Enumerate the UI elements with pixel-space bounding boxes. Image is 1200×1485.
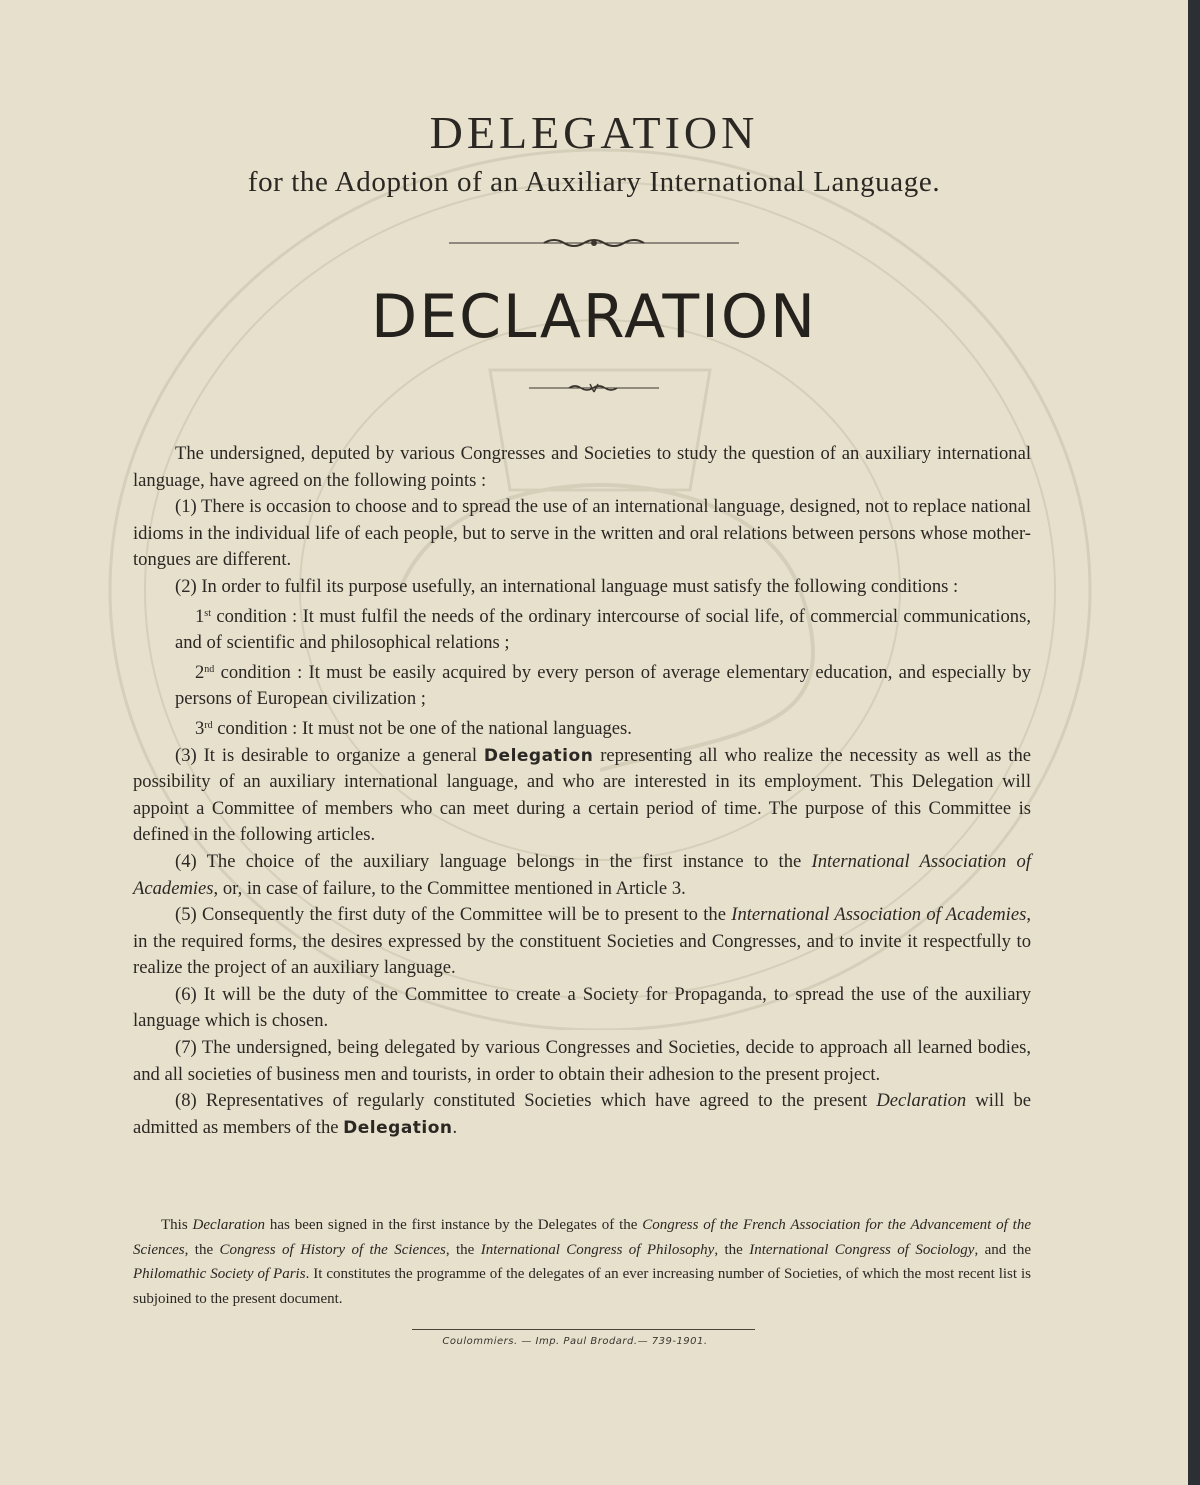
condition-3-text: condition : It must not be one of the national languages. xyxy=(212,717,632,739)
point-3-delegation: Delegation xyxy=(483,745,594,766)
point-8-text-a: (8) Representatives of regularly constituted Societies which have agreed to the present xyxy=(175,1090,877,1112)
note-italic-1: Declaration xyxy=(192,1217,266,1233)
note-text-3: , the xyxy=(184,1241,220,1258)
delegation-heading: DELEGATION xyxy=(429,107,759,158)
condition-2-ordinal: nd xyxy=(204,663,215,675)
declaration-title: DECLARATION xyxy=(371,282,817,352)
note-text-1: This xyxy=(161,1217,193,1233)
point-3-text-a: (3) It is desirable to organize a general xyxy=(175,744,484,766)
point-5-text-a: (5) Consequently the first duty of the Committee will be to present to the xyxy=(175,904,732,926)
note-italic-5: International Congress of Sociology xyxy=(749,1241,975,1258)
note-paragraph xyxy=(133,1213,1031,1311)
point-1: (1) There is occasion to choose and to spread the use of an international language, designed, not to replace national idioms in the individual life of each people, but to serve in the written and oral relations between persons whose mother-tongues are different. xyxy=(133,496,1031,571)
printer-imprint: Coulommiers. — Imp. Paul Brodard.— 739-1901. xyxy=(442,1336,708,1347)
signatories-note xyxy=(133,1213,1031,1311)
condition-1-ordinal: st xyxy=(204,607,211,619)
footer-rule xyxy=(412,1329,755,1330)
condition-2 xyxy=(175,657,1031,713)
condition-3-ordinal: rd xyxy=(204,719,213,731)
point-7: (7) The undersigned, being delegated by various Congresses and Societies, decide to approach all learned bodies, and all societies of business men and tourists, in order to obtain their adhesion to the present project. xyxy=(133,1037,1031,1085)
declaration-body xyxy=(133,441,1031,1141)
point-4-academies: International Association of Academies xyxy=(133,850,1031,899)
ornamental-rule-top xyxy=(0,236,1188,255)
condition-1-number: 1 xyxy=(195,605,205,627)
point-4 xyxy=(133,849,1031,902)
note-italic-6: Philomathic Society of Paris xyxy=(133,1266,306,1282)
condition-1-text: condition : It must fulfil the needs of the ordinary intercourse of social life, of commercial communications, and of scientific and philosophical relations ; xyxy=(175,605,1031,654)
condition-3 xyxy=(175,713,1031,743)
note-italic-2: Congress of the French Association for the Advancement of the Sciences xyxy=(133,1217,1031,1258)
note-text-2: has been signed in the first instance by the Delegates of the xyxy=(265,1217,643,1233)
note-text-4: , the xyxy=(445,1241,481,1258)
condition-2-text: condition : It must be easily acquired by every person of average elementary education, and especially by persons of European civilization ; xyxy=(175,661,1031,710)
ornamental-rule-middle xyxy=(0,381,1188,399)
intro-paragraph: The undersigned, deputed by various Congresses and Societies to study the question of an auxiliary international language, have agreed on the following points : xyxy=(133,443,1031,491)
point-8-text-b: will be admitted as members of the xyxy=(133,1090,1031,1138)
condition-3-number: 3 xyxy=(195,717,205,739)
point-8-declaration: Declaration xyxy=(876,1090,967,1112)
point-3-text-b: representing all who realize the necessity as well as the possibility of an auxiliary international language, and who are interested in its employment. This Delegation will appoint a Committee of members who can meet during a certain period of time. The purpose of this Committee is defined in the following articles. xyxy=(133,744,1031,846)
note-text-6: , and the xyxy=(974,1241,1031,1258)
point-5-academies: International Association of Academies xyxy=(731,904,1027,926)
point-4-text-b: , or, in case of failure, to the Committee mentioned in Article 3. xyxy=(213,877,686,899)
note-italic-3: Congress of History of the Sciences xyxy=(219,1241,446,1258)
delegation-subheading: for the Adoption of an Auxiliary International Language. xyxy=(247,166,941,198)
point-8-text-c: . xyxy=(452,1116,458,1138)
condition-2-number: 2 xyxy=(195,661,205,683)
point-8 xyxy=(133,1088,1031,1141)
condition-1 xyxy=(175,601,1031,657)
point-2: (2) In order to fulfil its purpose usefully, an international language must satisfy the following conditions : xyxy=(175,575,959,597)
note-italic-4: International Congress of Philosophy xyxy=(480,1241,715,1258)
point-8-delegation: Delegation xyxy=(343,1117,453,1138)
note-text-7: . It constitutes the programme of the delegates of an ever increasing number of Societies, of which the most recent list is subjoined to the present document. xyxy=(133,1266,1031,1307)
note-text-5: , the xyxy=(714,1241,750,1258)
point-5-text-b: , in the required forms, the desires expressed by the constituent Societies and Congresses, and to invite it respectfully to realize the project of an auxiliary language. xyxy=(133,904,1031,979)
point-6: (6) It will be the duty of the Committee to create a Society for Propaganda, to spread the use of the auxiliary language which is chosen. xyxy=(133,983,1031,1032)
point-3 xyxy=(133,743,1031,849)
point-4-text-a: (4) The choice of the auxiliary language belongs in the first instance to the xyxy=(175,850,812,872)
point-5 xyxy=(133,902,1031,982)
scan-backdrop-edge xyxy=(1188,0,1200,1485)
